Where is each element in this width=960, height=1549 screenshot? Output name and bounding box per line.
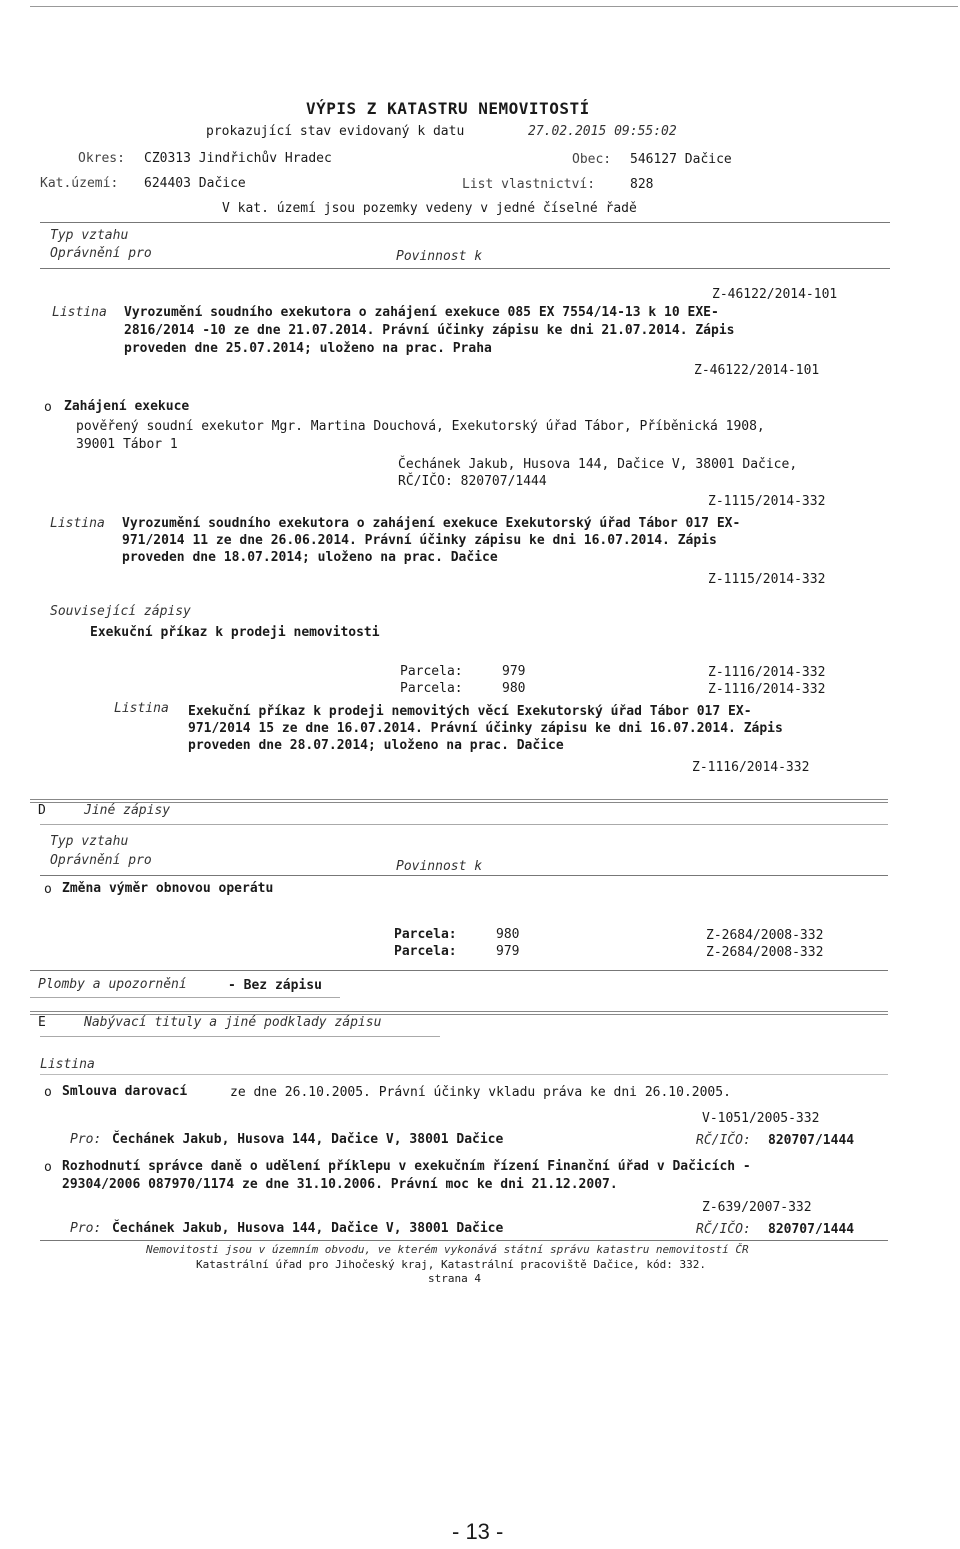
z-number: Z-1116/2014-332 (708, 665, 826, 680)
footer-line: Nemovitosti jsou v územním obvodu, ve kterém vykonává státní správu katastru nemovitostí ČR (146, 1243, 749, 1256)
obec-value: 546127 Dačice (630, 152, 732, 167)
listina-text: proveden dne 25.07.2014; uloženo na prac. Praha (124, 341, 492, 356)
plomby-value: - Bez zápisu (228, 978, 322, 993)
zahajeni-exekuce: Zahájení exekuce (64, 399, 190, 414)
z-number: Z-46122/2014-101 (694, 363, 820, 378)
z-number: Z-46122/2014-101 (712, 287, 838, 302)
z-number: Z-2684/2008-332 (706, 928, 824, 943)
owner-rcico: RČ/IČO: 820707/1444 (398, 474, 547, 489)
pro-value: Čechánek Jakub, Husova 144, Dačice V, 38001 Dačice (112, 1221, 504, 1236)
page-number: - 13 - (452, 1519, 504, 1544)
z-number: Z-1115/2014-332 (708, 494, 826, 509)
item-title: Smlouva darovací (62, 1084, 188, 1099)
z-number: Z-1116/2014-332 (708, 682, 826, 697)
subtitle-date: 27.02.2015 09:55:02 (528, 124, 677, 139)
listina-text: 2816/2014 -10 ze dne 21.07.2014. Právní účinky zápisu ke dni 21.07.2014. Zápis (124, 323, 735, 338)
section-d-header-rule (40, 875, 888, 876)
rcico-label: RČ/IČO: (696, 1133, 751, 1148)
katuzemi-note: V kat. území jsou pozemky vedeny v jedné číselné řadě (222, 201, 637, 216)
listina-label: Listina (40, 1057, 95, 1072)
povereny-exekutor: pověřený soudní exekutor Mgr. Martina Douchová, Exekutorský úřad Tábor, Příběnická 1908, (76, 419, 765, 434)
souvisejici-zapisy-label: Související zápisy (50, 604, 191, 619)
footer-line: Katastrální úřad pro Jihočeský kraj, Katastrální pracoviště Dačice, kód: 332. (196, 1258, 706, 1271)
parcela-number: 979 (502, 664, 526, 679)
z-number: Z-639/2007-332 (702, 1200, 812, 1215)
okres-label: Okres: (78, 151, 125, 166)
listina-text: 971/2014 15 ze dne 16.07.2014. Právní účinky zápisu ke dni 16.07.2014. Zápis (188, 721, 783, 736)
opravneni-pro-label: Oprávnění pro (50, 853, 152, 868)
top-rule (30, 6, 958, 7)
obec-label: Obec: (572, 152, 612, 167)
povinnost-k-label: Povinnost k (396, 249, 483, 264)
owner-name: Čechánek Jakub, Husova 144, Dačice V, 38001 Dačice, (398, 457, 798, 472)
katuzemi-value: 624403 Dačice (144, 176, 246, 191)
parcela-number: 980 (502, 681, 526, 696)
item-text: 29304/2006 087970/1174 ze dne 31.10.2006. Právní moc ke dni 21.12.2007. (62, 1177, 618, 1192)
bullet: o (44, 400, 52, 415)
document-title: VÝPIS Z KATASTRU NEMOVITOSTÍ (306, 99, 590, 118)
parcela-label: Parcela: (394, 944, 457, 959)
opravneni-pro-label: Oprávnění pro (50, 246, 152, 261)
parcela-label: Parcela: (400, 681, 463, 696)
section-letter: D (38, 803, 46, 818)
listina-text: proveden dne 18.07.2014; uloženo na prac. Dačice (122, 550, 498, 565)
bullet: o (44, 1160, 52, 1175)
section-c-rule (40, 268, 890, 269)
lv-label: List vlastnictví: (462, 177, 596, 192)
katuzemi-label: Kat.území: (40, 176, 119, 191)
typ-vztahu-label: Typ vztahu (50, 228, 129, 243)
listina-label: Listina (50, 516, 105, 531)
bullet: o (44, 882, 52, 897)
zmena-vymer: Změna výměr obnovou operátu (62, 881, 274, 896)
parcela-label: Parcela: (400, 664, 463, 679)
footer-rule (40, 1240, 888, 1241)
listina-text: 971/2014 11 ze dne 26.06.2014. Právní účinky zápisu ke dni 16.07.2014. Zápis (122, 533, 717, 548)
rcico-value: 820707/1444 (768, 1133, 855, 1148)
listina-rule (40, 1074, 888, 1075)
rcico-value: 820707/1444 (768, 1222, 855, 1237)
item-text: Rozhodnutí správce daně o udělení příklepu v exekučním řízení Finanční úřad v Dačicích - (62, 1159, 751, 1174)
lv-value: 828 (630, 177, 654, 192)
section-letter: E (38, 1015, 46, 1030)
okres-value: CZ0313 Jindřichův Hradec (144, 151, 332, 166)
pro-label: Pro: (70, 1221, 102, 1236)
povereny-exekutor: 39001 Tábor 1 (76, 437, 178, 452)
plomby-rule (30, 970, 888, 971)
parcela-number: 980 (496, 927, 520, 942)
typ-vztahu-label: Typ vztahu (50, 834, 129, 849)
plomby-bottom-rule (30, 997, 340, 998)
parcela-label: Parcela: (394, 927, 457, 942)
section-title: Jiné zápisy (84, 803, 171, 818)
z-number: Z-1116/2014-332 (692, 760, 810, 775)
listina-text: proveden dne 28.07.2014; uloženo na prac. Dačice (188, 738, 564, 753)
exekucni-prikaz: Exekuční příkaz k prodeji nemovitosti (90, 625, 380, 640)
header-rule (40, 222, 890, 223)
section-e-rule (40, 1036, 440, 1037)
rcico-label: RČ/IČO: (696, 1222, 751, 1237)
listina-label: Listina (114, 701, 169, 716)
listina-text: Exekuční příkaz k prodeji nemovitých věcí Exekutorský úřad Tábor 017 EX- (188, 704, 752, 719)
z-number: Z-2684/2008-332 (706, 945, 824, 960)
subtitle-prefix: prokazující stav evidovaný k datu (206, 124, 465, 139)
section-d-rule (40, 824, 888, 825)
section-title: Nabývací tituly a jiné podklady zápisu (84, 1015, 382, 1030)
listina-text: Vyrozumění soudního exekutora o zahájení exekuce Exekutorský úřad Tábor 017 EX- (122, 516, 741, 531)
bullet: o (44, 1085, 52, 1100)
povinnost-k-label: Povinnost k (396, 859, 483, 874)
v-number: V-1051/2005-332 (702, 1111, 820, 1126)
parcela-number: 979 (496, 944, 520, 959)
pro-label: Pro: (70, 1132, 102, 1147)
plomby-label: Plomby a upozornění (38, 977, 187, 992)
listina-text: Vyrozumění soudního exekutora o zahájení exekuce 085 EX 7554/14-13 k 10 EXE- (124, 305, 719, 320)
listina-label: Listina (52, 305, 107, 320)
pro-value: Čechánek Jakub, Husova 144, Dačice V, 38001 Dačice (112, 1132, 504, 1147)
footer-page: strana 4 (428, 1272, 481, 1285)
item-text: ze dne 26.10.2005. Právní účinky vkladu práva ke dni 26.10.2005. (230, 1085, 731, 1100)
z-number: Z-1115/2014-332 (708, 572, 826, 587)
